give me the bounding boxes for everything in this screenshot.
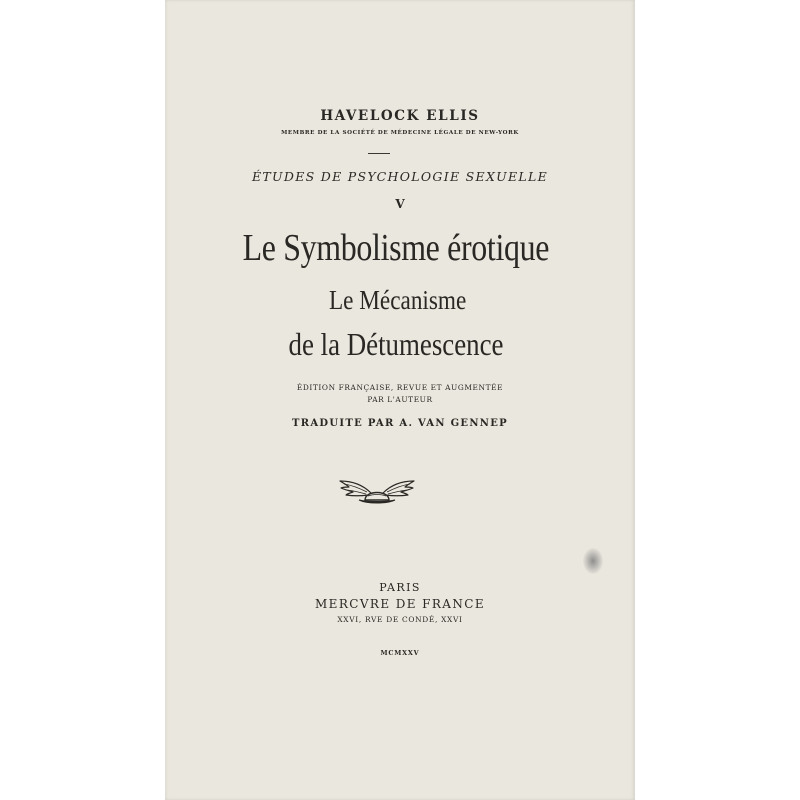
subtitle-line-1: Le Mécanisme [328,285,467,315]
ink-smudge [583,548,603,574]
publisher-address: XXVI, RVE DE CONDÉ, XXVI [337,615,463,624]
edition-note-line-1: ÉDITION FRANÇAISE, REVUE ET AUGMENTÉE [296,383,504,392]
divider-rule [368,153,390,154]
publisher-city: PARIS [379,581,421,594]
subtitle-line-2: de la Détumescence [288,326,504,362]
author-membership: MEMBRE DE LA SOCIÉTÉ DE MÉDECINE LÉGALE DE NEW-YORK [281,130,519,136]
book-title: Le Symbolisme érotique [242,227,550,269]
title-page [165,0,635,800]
edition-note-line-2: PAR L'AUTEUR [367,395,433,404]
author-name: HAVELOCK ELLIS [320,108,480,124]
translator-credit: TRADUITE PAR A. VAN GENNEP [292,418,508,429]
publication-year: MCMXXV [380,649,420,657]
publisher-name: MERCVRE DE FRANCE [314,597,485,611]
volume-number: V [395,197,405,211]
winged-helmet-icon [337,473,417,507]
series-title: ÉTUDES DE PSYCHOLOGIE SEXUELLE [251,169,549,184]
